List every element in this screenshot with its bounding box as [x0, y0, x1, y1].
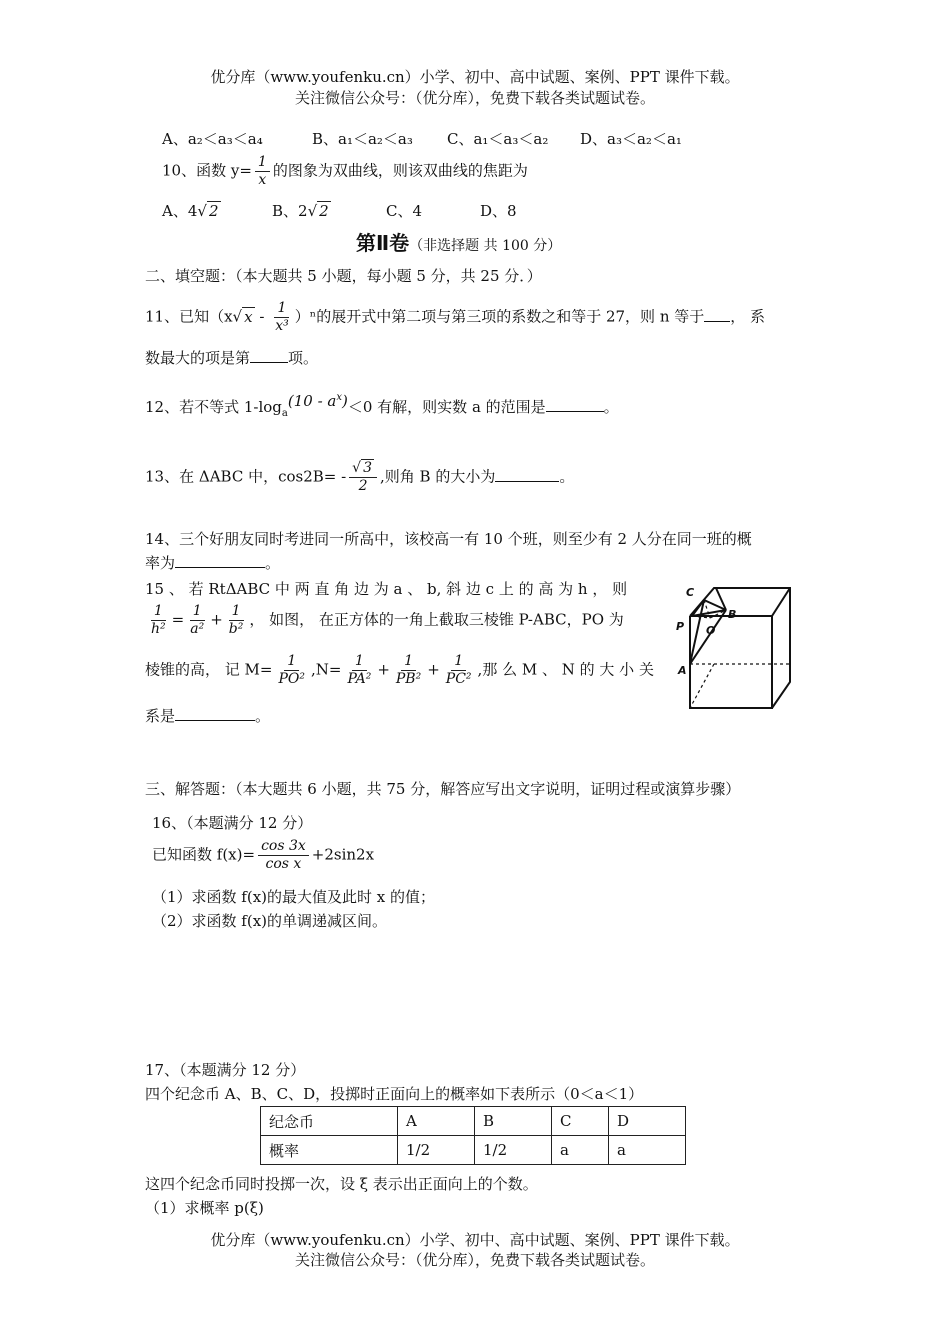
- table-row: [261, 1107, 686, 1136]
- q9-option-b: B、a₁＜a₂＜a₃: [312, 130, 413, 148]
- table-cell: D: [609, 1107, 686, 1136]
- question-10: 10、函数 y= $\frac{1}{x}$ 的图象为双曲线，则该双曲线的焦距为: [162, 154, 528, 188]
- table-cell: 1/2: [398, 1136, 475, 1165]
- question-14: 14、三个好朋友同时考进同一所高中，该校高一有 10 个班，则至少有 2 人分在同一班的概: [145, 530, 752, 548]
- table-cell: 纪念币: [261, 1107, 398, 1136]
- question-17-intro: 四个纪念币 A、B、C、D，投掷时正面向上的概率如下表所示（0＜a＜1）: [145, 1085, 644, 1103]
- fig-label-o: O: [706, 624, 716, 637]
- question-16-title: 16、（本题满分 12 分）: [152, 814, 313, 832]
- question-13: 13、在 ΔABC 中，cos2B= - $\frac{√ 3}{2}$ ,则角 B 的大小为 。: [145, 460, 575, 494]
- question-15-line3: 棱锥的高， 记 M= $\frac{1}{\text{PO²}}$ ,N= $\frac{1}{\text{PA²}}$ + $\frac{1}{\text{PB²}}$ + $\frac{1}{\text{PC²}}$ ,那 么 M 、 N 的 大 小 关: [145, 653, 654, 687]
- table-cell: B: [475, 1107, 552, 1136]
- question-16-part2: （2）求函数 f(x)的单调递减区间。: [152, 912, 388, 930]
- cube-figure: [676, 582, 796, 712]
- question-17-after: 这四个纪念币同时投掷一次，设 ξ 表示出正面向上的个数。: [145, 1175, 538, 1193]
- table-cell: a: [609, 1136, 686, 1165]
- table-cell: 概率: [261, 1136, 398, 1165]
- part2-title: 第Ⅱ卷（非选择题 共 100 分）: [356, 231, 562, 255]
- fig-label-p: P: [676, 620, 685, 633]
- table-cell: a: [552, 1136, 609, 1165]
- table-cell: 1/2: [475, 1136, 552, 1165]
- question-15-line2: $\frac{1}{\text{h²}}$ = $\frac{1}{\text{a²}}$ + $\frac{1}{\text{b²}}$ ， 如图， 在正方体的一角上截取三棱锥 P-ABC，PO 为: [151, 603, 624, 637]
- footer-line-2: 关注微信公众号：（优分库），免费下载各类试题试卷。: [294, 1251, 655, 1269]
- question-14-line2: 率为 。: [145, 554, 281, 572]
- q10-option-a: A、4√ 2: [162, 202, 219, 220]
- question-11: 11、已知（x√ x - $\frac{1}{\text{x³}}$ ）ⁿ的展开式中第二项与第三项的系数之和等于 27，则 n 等于 ， 系: [145, 300, 766, 334]
- question-16-part1: （1）求函数 f(x)的最大值及此时 x 的值；: [152, 888, 436, 906]
- fig-label-c: C: [686, 586, 695, 599]
- question-15-line4: 系是 。: [145, 707, 271, 725]
- q10-option-c: C、4: [386, 202, 423, 220]
- q9-option-c: C、a₁＜a₃＜a₂: [447, 130, 549, 148]
- section-3-heading: 三、解答题：（本大题共 6 小题，共 75 分，解答应写出文字说明，证明过程或演算步骤）: [145, 780, 741, 798]
- question-17-title: 17、（本题满分 12 分）: [145, 1061, 306, 1079]
- q9-option-a: A、a₂＜a₃＜a₄: [162, 130, 263, 148]
- question-17-part1: （1）求概率 p(ξ): [145, 1199, 264, 1217]
- question-15: 15 、 若 RtΔABC 中 两 直 角 边 为 a 、 b, 斜 边 c 上 的 高 为 h ， 则: [145, 580, 628, 598]
- question-12: 12、若不等式 $1-\log_a(10 - a^x)<0$ 有解，则实数 a 的范围是 。: [145, 392, 619, 419]
- probability-table: [260, 1106, 686, 1165]
- question-11-line2: 数最大的项是第 项。: [145, 349, 319, 367]
- question-16-given: 已知函数 f(x)= $\frac{\cos 3x}{\text{cos x}}$ +2sin2x: [152, 838, 375, 872]
- section-2-heading: 二、填空题：（本大题共 5 小题，每小题 5 分，共 25 分．）: [145, 267, 542, 285]
- table-cell: A: [398, 1107, 475, 1136]
- q10-option-b: B、2√ 2: [272, 202, 329, 220]
- footer-line-1: 优分库（www.youfenku.cn）小学、初中、高中试题、案例、PPT 课件下载。: [210, 1231, 740, 1249]
- header-line-2: 关注微信公众号：（优分库），免费下载各类试题试卷。: [294, 89, 655, 107]
- q10-option-d: D、8: [480, 202, 517, 220]
- q9-option-d: D、a₃＜a₂＜a₁: [580, 130, 682, 148]
- table-row: [261, 1136, 686, 1165]
- header-line-1: 优分库（www.youfenku.cn）小学、初中、高中试题、案例、PPT 课件下载。: [210, 68, 740, 86]
- table-cell: C: [552, 1107, 609, 1136]
- fig-label-a: A: [678, 664, 687, 677]
- fig-label-b: B: [728, 608, 737, 621]
